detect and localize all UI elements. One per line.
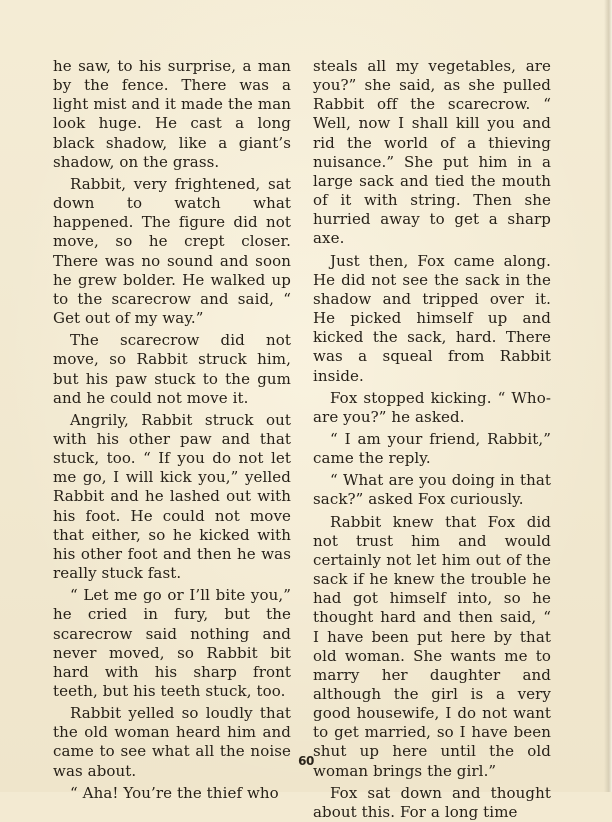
- left-text-column: [53, 57, 291, 803]
- paragraph: The scarecrow did not move, so Rabbit struck him, but his paw stuck to the gum and he could not move it.: [53, 331, 291, 407]
- page-number: 60: [298, 754, 314, 768]
- paragraph: steals all my vegetables, are you?” she said, as she pulled Rabbit off the scarecrow. “ Well, now I shall kill you and rid the world of a thieving nuisance.” She put him in a large sack and tied the mouth of it with string. Then she hurried away to get a sharp axe.: [313, 57, 551, 248]
- paragraph: Rabbit, very frightened, sat down to watch what happened. The figure did not move, so he crept closer. There was no sound and soon he grew bolder. He walked up to the scarecrow and said, “ Get out of my way.”: [53, 174, 291, 328]
- paragraph: Fox sat down and thought about this. For a long time: [313, 783, 551, 821]
- paragraph: Rabbit knew that Fox did not trust him and would certainly not let him out of the sack if he knew the trouble he had got himself into, so he thought hard and then said, “ I have been put here by that old woman. She wants me to marry her daughter and although the girl is a very good housewife, I do not want to get married, so I have been shut up here until the old woman brings the girl.”: [313, 512, 551, 780]
- paragraph: “ Aha! You’re the thief who: [70, 783, 279, 802]
- paragraph: Fox stopped kicking. “ Who-are you?” he asked.: [313, 388, 551, 426]
- right-text-column: [313, 57, 551, 822]
- paragraph: “ I am your friend, Rabbit,” came the reply.: [313, 429, 551, 468]
- paragraph: “ What are you doing in that sack?” asked Fox curiously.: [313, 471, 551, 509]
- paragraph: Rabbit yelled so loudly that the old woman heard him and came to see what all the noise was about.: [53, 704, 291, 780]
- paragraph: Just then, Fox came along. He did not see the sack in the shadow and tripped over it. He picked himself up and kicked the sack, hard. There was a squeal from Rabbit inside.: [313, 251, 551, 385]
- page-edge: [604, 0, 612, 792]
- paragraph: Angrily, Rabbit struck out with his other paw and that stuck, too. “ If you do not let me go, I will kick you,” yelled Rabbit and he lashed out with his foot. He could not move that either, so he kicked with his other foot and then he was really stuck fast.: [53, 410, 291, 583]
- paragraph: he saw, to his surprise, a man by the fence. There was a light mist and it made the man look huge. He cast a long black shadow, like a giant’s shadow, on the grass.: [53, 57, 291, 171]
- paragraph: “ Let me go or I’ll bite you,” he cried in fury, but the scarecrow said nothing and never moved, so Rabbit bit hard with his sharp front teeth, but his teeth stuck, too.: [53, 586, 291, 700]
